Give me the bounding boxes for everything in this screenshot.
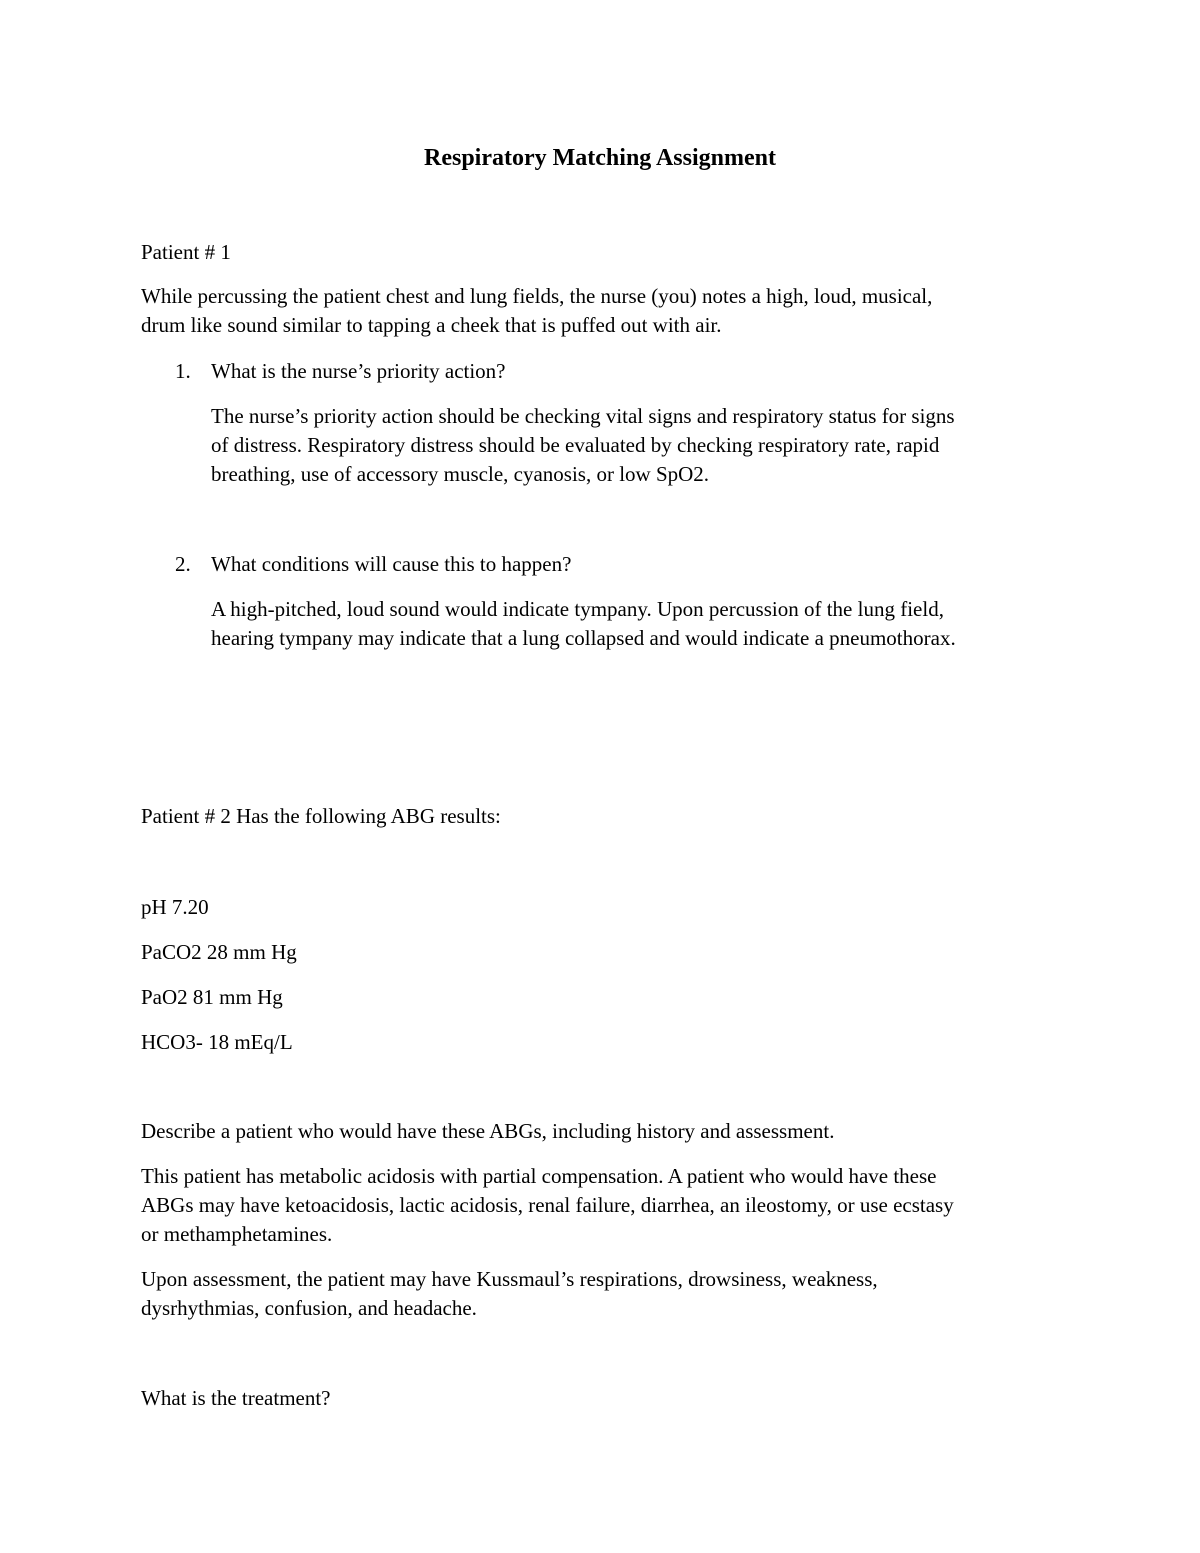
patient2-prompt: Describe a patient who would have these ABGs, including history and assessment.	[141, 1119, 835, 1143]
abg-ph: pH 7.20	[141, 895, 209, 919]
patient2-answer1-line-1: This patient has metabolic acidosis with partial compensation. A patient who would have these	[141, 1164, 937, 1188]
answer-1-line-2: of distress. Respiratory distress should be evaluated by checking respiratory rate, rapid	[211, 433, 940, 457]
patient2-answer1-line-3: or methamphetamines.	[141, 1222, 333, 1246]
patient2-answer2-line-2: dysrhythmias, confusion, and headache.	[141, 1296, 477, 1320]
patient1-scenario-line-2: drum like sound similar to tapping a cheek that is puffed out with air.	[141, 313, 722, 337]
patient1-heading: Patient # 1	[141, 240, 231, 264]
answer-2-line-2: hearing tympany may indicate that a lung collapsed and would indicate a pneumothorax.	[211, 626, 956, 650]
treatment-question: What is the treatment?	[141, 1386, 331, 1410]
answer-1-line-1: The nurse’s priority action should be checking vital signs and respiratory status for signs	[211, 404, 955, 428]
abg-pao2: PaO2 81 mm Hg	[141, 985, 283, 1009]
answer-1-line-3: breathing, use of accessory muscle, cyanosis, or low SpO2.	[211, 462, 710, 486]
abg-paco2: PaCO2 28 mm Hg	[141, 940, 297, 964]
abg-hco3: HCO3- 18 mEq/L	[141, 1030, 293, 1054]
patient2-answer2-line-1: Upon assessment, the patient may have Kussmaul’s respirations, drowsiness, weakness,	[141, 1267, 878, 1291]
question-2-text: What conditions will cause this to happen?	[211, 552, 572, 576]
answer-2-line-1: A high-pitched, loud sound would indicate tympany. Upon percussion of the lung field,	[211, 597, 944, 621]
question-1-text: What is the nurse’s priority action?	[211, 359, 506, 383]
question-2-number: 2.	[175, 552, 191, 576]
patient2-heading: Patient # 2 Has the following ABG results:	[141, 804, 501, 828]
patient1-scenario-line-1: While percussing the patient chest and lung fields, the nurse (you) notes a high, loud, musical,	[141, 284, 933, 308]
patient2-answer1-line-2: ABGs may have ketoacidosis, lactic acidosis, renal failure, diarrhea, an ileostomy, or use ecstasy	[141, 1193, 954, 1217]
question-1-number: 1.	[175, 359, 191, 383]
page-title: Respiratory Matching Assignment	[424, 145, 776, 171]
